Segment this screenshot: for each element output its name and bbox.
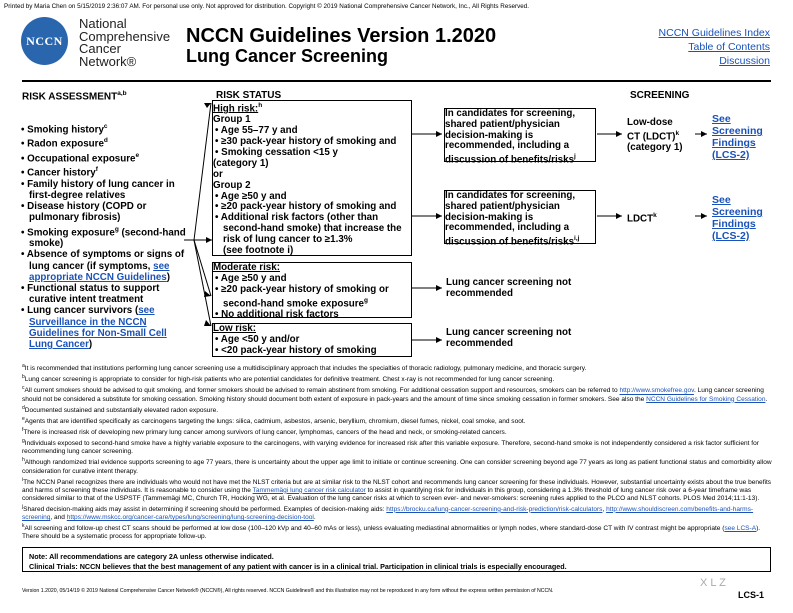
list-item: • Occupational exposure$^e$: [21, 151, 140, 165]
decision-box-1: In candidates for screening, shared patient/physician decision-making is recommended, including a discussion of benefits/risks$^j$: [444, 108, 596, 162]
lcs-a-link[interactable]: see LCS-A: [724, 525, 757, 533]
list-item: • Age 55–77 y and: [215, 125, 298, 137]
nsclc-surveillance-link[interactable]: see Surveillance in the NCCN Guidelines for Non-Small Cell Lung Cancer: [29, 305, 167, 350]
logo-abbr: NCCN: [26, 33, 63, 48]
risk-assessment-header: RISK ASSESSMENT$^{a,b}$: [22, 90, 127, 103]
low-risk-label: Low risk:: [213, 323, 257, 334]
list-item: • ≥20 pack-year history of smoking and: [215, 201, 397, 213]
ldct-group2: LDCT$^k$: [627, 212, 657, 225]
high-risk-label: High risk:: [213, 103, 259, 115]
or-label: or: [213, 168, 223, 180]
footnote-b: $^b$Lung cancer screening is appropriate to consider for high-risk patients who are potential candidates for definitive treatment. Chest x-ray is not recommended for lung cancer screening.: [22, 374, 555, 384]
footnote-e: $^e$Agents that are identified specifically as carcinogens targeting the lungs: silica, cadmium, asbestos, arsenic, beryllium, chromium, diesel fumes, nickel, coal smoke, and soot.: [22, 415, 526, 425]
page-subtitle: Lung Cancer Screening: [186, 46, 389, 66]
group2-note: (see footnote i): [223, 245, 294, 257]
print-notice: Printed by Maria Chen on 5/15/2019 2:36:07 AM. For personal use only. Not approved for distribution. Copyright © 2019 National Comprehensive Cancer Network, Inc., All Rights Reserved.: [4, 3, 529, 10]
footnote-a: $^a$It is recommended that institutions performing lung cancer screening use a multidisciplinary approach that includes the specialties of thoracic radiology, pulmonary medicine, and thoracic surgery.: [22, 363, 587, 373]
list-item: • Age ≥50 y and: [215, 190, 287, 202]
nccn-guidelines-link[interactable]: see appropriate NCCN Guidelines: [29, 260, 170, 283]
ldct-category1: Low-dose CT (LDCT)$^k$ (category 1): [627, 117, 683, 154]
risk-assessment-list: [21, 121, 191, 350]
group1-title: Group 1: [213, 114, 251, 126]
footnote-i: $^i$The NCCN Panel recognizes there are individuals who would not have met the NLST criteria but are at similar risk to the NLST cohort and recommends lung cancer screening for these individuals. However, substantial uncertainty exists about the true benefits and harms of screening these individuals. It is reasonable to consider using the Tammemägi lung cancer risk calculator to assist in quantifying risk for individuals in this group, considering a 1.3% threshold of lung cancer risk over a 6-year timeframe was considered similar to that of the USPSTF (Tammemägi MC, Church TR, Hocking WG, et al. Evaluation of the lung cancer risks at which to screen ever- and never-smokers: screening rules applied to the PLCO and NLST cohorts. PLOS Med 2014;11:1-13).: [22, 476, 772, 502]
screening-findings-link[interactable]: See Screening Findings (LCS-2): [712, 194, 763, 242]
mskcc-link[interactable]: https://www.mskcc.org/cancer-care/types/lung/screening/lung-screening-decision-tool: [66, 513, 314, 521]
list-item: • Lung cancer survivors (see Surveillance in the NCCN Guidelines for Non-Small Cell Lung Cancer): [21, 305, 167, 350]
list-item: • <20 pack-year history of smoking: [215, 344, 377, 356]
footnote-j: $^j$Shared decision-making aids may assist in determining if screening should be performed. Examples of decision-making aids: https://brocku.ca/lung-cancer-screening-and-risk-prediction/risk-calculators, http://www.shouldiscreen.com/benefits-and-harms-screening, and https://www.mskcc.org/cancer-care/types/lung/screening/lung-screening-decision-tool.: [22, 503, 754, 521]
list-item: • ≥20 pack-year history of smoking or second-hand smoke exposure$^g$: [215, 283, 389, 309]
page-code: LCS-1: [738, 590, 765, 600]
list-item: • Smoking cessation <15 y: [215, 146, 338, 158]
footnote-c: $^c$All current smokers should be advised to quit smoking, and former smokers should be advised to remain abstinent from smoking. For additional cessation support and resources, smokers can be referred to http://www.smokefree.gov. Lung cancer screening should not be considered a substitute for smoking cessation. Smoking history should document both extent of exposure in pack-years and the amount of time since smoking cessation in former smokers. See also the NCCN Guidelines for Smoking Cessation.: [22, 385, 768, 403]
note-box: [22, 547, 771, 572]
list-item: • Additional risk factors (other than second-hand smoke) that increase the risk of lung cancer to ≥1.3%: [215, 212, 402, 246]
footnote-h: $^h$Although randomized trial evidence supports screening to age 77 years, there is uncertainty about the upper age limit to initiate or continue screening. One can consider screening beyond age 77 years as long as patient functional status and comorbidity allow consideration for curative intent therapy.: [22, 457, 772, 475]
see-findings-1[interactable]: [712, 113, 774, 161]
watermark: X L Z: [700, 577, 726, 589]
page-title: NCCN Guidelines Version 1.2020: [186, 25, 497, 47]
logo-line: Cancer: [79, 41, 121, 57]
footer-copyright: Version 1.2020, 05/14/19 © 2019 National Comprehensive Cancer Network® (NCCN®), All rights reserved. NCCN Guidelines® and this illustration may not be reproduced in any form without the express written permission of NCCN.: [22, 588, 554, 594]
brocku-link[interactable]: https://brocku.ca/lung-cancer-screening-and-risk-prediction/risk-calculators: [386, 505, 603, 513]
list-item: • Age ≥50 y and: [215, 272, 287, 284]
logo-line: Comprehensive: [79, 28, 171, 44]
footnote-f: $^f$There is increased risk of developing new primary lung cancer among survivors of lung cancer, lymphomas, cancers of the head and neck, or smoking-related cancers.: [22, 426, 507, 437]
screening-findings-link[interactable]: See Screening Findings (LCS-2): [712, 113, 763, 161]
screening-header: SCREENING: [630, 90, 690, 101]
footnotes: [22, 362, 774, 541]
low-risk-box: [212, 323, 412, 357]
shouldiscreen-link[interactable]: http://www.shouldiscreen.com/benefits-and-harms-screening: [22, 505, 754, 521]
list-item: • Radon exposure$^d$: [21, 137, 108, 150]
list-item: • Cancer history$^f$: [21, 166, 98, 179]
list-item: • ≥30 pack-year history of smoking and: [215, 135, 397, 147]
list-item: • Functional status to support curative intent treatment: [21, 282, 160, 306]
note-line: Clinical Trials: NCCN believes that the best management of any patient with cancer is in a clinical trial. Participation in clinical trials is especially encouraged.: [29, 561, 567, 571]
see-findings-2[interactable]: [712, 194, 774, 242]
group2-title: Group 2: [213, 179, 251, 191]
moderate-risk-label: Moderate risk:: [213, 262, 280, 273]
tammemagi-calculator-link[interactable]: Tammemägi lung cancer risk calculator: [252, 486, 366, 494]
guidelines-index-link[interactable]: NCCN Guidelines Index: [658, 27, 770, 39]
list-item: • Disease history (COPD or pulmonary fibrosis): [21, 201, 147, 224]
list-item: • Age <50 y and/or: [215, 333, 300, 345]
not-recommended-low: Lung cancer screening not recommended: [446, 327, 572, 349]
smoking-cessation-link[interactable]: NCCN Guidelines for Smoking Cessation: [646, 395, 766, 403]
smokefree-link[interactable]: http://www.smokefree.gov: [619, 387, 694, 395]
list-item: • Smoking history$^c$: [21, 123, 108, 136]
list-item: • Absence of symptoms or signs of lung cancer (if symptoms, see appropriate NCCN Guidelines): [21, 249, 185, 283]
moderate-risk-box: [212, 262, 412, 318]
list-item: • No additional risk factors: [215, 308, 339, 320]
logo-line: Network®: [79, 53, 137, 69]
table-of-contents-link[interactable]: Table of Contents: [688, 41, 770, 53]
note-line: Note: All recommendations are category 2A unless otherwise indicated.: [29, 552, 274, 561]
risk-status-header: RISK STATUS: [216, 90, 282, 101]
footnote-k: $^k$All screening and follow-up chest CT scans should be performed at low dose (100–120 kVp and 40–60 mAs or less), unless evaluating mediastinal abnormalities or lymph nodes, where standard-dose CT with IV contrast might be appropriate (see LCS-A). There should be a systematic process for appropriate follow-up.: [22, 522, 761, 541]
footnote-d: $^d$Documented sustained and substantially elevated radon exposure.: [22, 404, 219, 414]
logo-line: National: [79, 16, 127, 31]
discussion-link[interactable]: Discussion: [719, 55, 770, 67]
footnote-g: $^g$Individuals exposed to second-hand smoke have a highly variable exposure to the carcinogens, with varying evidence for increased risk after this variable exposure. Therefore, second-hand smoke is not independently considered a risk factor sufficient for recommending lung cancer screening.: [22, 438, 759, 456]
list-item: • Family history of lung cancer in first-degree relatives: [21, 178, 175, 202]
group1-note: (category 1): [213, 157, 269, 169]
high-risk-box: High risk:$^h$ Group 1 • Age 55–77 y and • ≥30 pack-year history of smoking and • Smoking cessation <15 y (category 1) or Group 2 • Age ≥50 y and • ≥20 pack-year history of smoking and • Additional risk factors (other than second-hand smoke) that increase the risk of lung cancer to ≥1.3% (see footnote i): [212, 100, 412, 256]
decision-box-2: In candidates for screening, shared patient/physician decision-making is recommended, including a discussion of benefits/risks$^{i,j}$: [444, 190, 596, 244]
list-item: • Smoking exposure$^g$ (second-hand smoke): [21, 225, 186, 250]
not-recommended-moderate: Lung cancer screening not recommended: [446, 277, 572, 299]
